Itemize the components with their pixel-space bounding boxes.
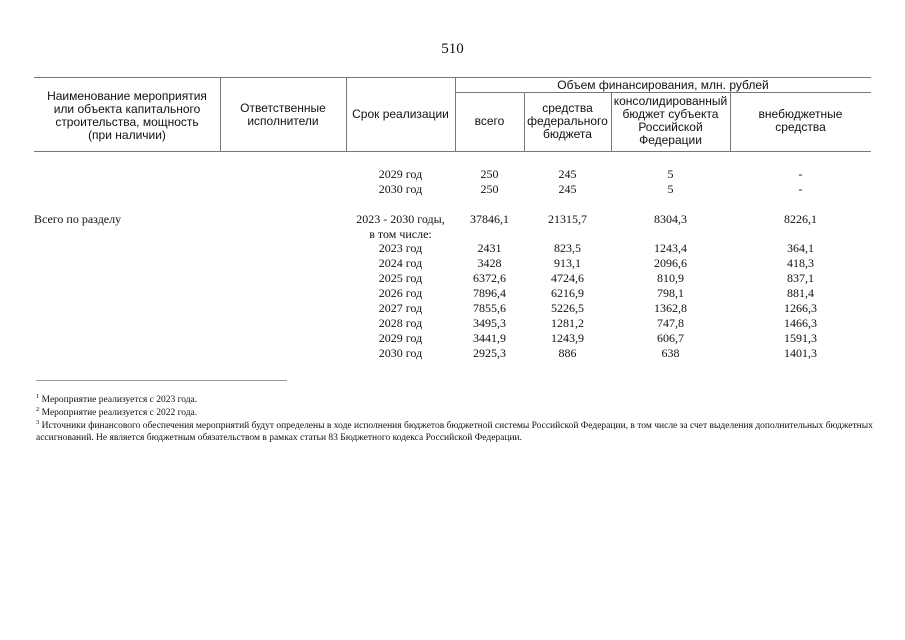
section-term-line2: в том числе: xyxy=(369,227,432,241)
row-term: 2030 год xyxy=(378,182,423,196)
row-total: 2925,3 xyxy=(473,346,506,360)
row-total: 3441,9 xyxy=(473,331,506,345)
row-federal: 5226,5 xyxy=(551,301,584,315)
section-federal: 21315,7 xyxy=(548,212,587,226)
header-responsible: Ответственные исполнители xyxy=(240,101,326,128)
row-extra: 1266,3 xyxy=(784,301,817,315)
row-regional: 798,1 xyxy=(657,286,684,300)
row-term: 2026 год xyxy=(378,286,423,300)
row-total: 2431 xyxy=(477,241,502,255)
row-extra: 1466,3 xyxy=(784,316,817,330)
section-total: 37846,1 xyxy=(470,212,509,226)
row-term: 2030 год xyxy=(378,346,423,360)
row-total: 250 xyxy=(480,167,499,181)
row-extra: 1401,3 xyxy=(784,346,817,360)
header-volume: Объем финансирования, млн. рублей xyxy=(557,78,769,92)
row-federal: 1281,2 xyxy=(551,316,584,330)
row-term: 2029 год xyxy=(378,167,423,181)
section-regional: 8304,3 xyxy=(654,212,687,226)
row-federal: 245 xyxy=(558,167,577,181)
header-regional: консолидированный бюджет субъекта Российской Федерации xyxy=(613,94,728,147)
row-regional: 1362,8 xyxy=(654,301,687,315)
row-regional: 747,8 xyxy=(657,316,684,330)
header-term: Срок реализации xyxy=(352,107,449,121)
row-extra: - xyxy=(798,167,803,181)
row-regional: 606,7 xyxy=(657,331,684,345)
row-term: 2023 год xyxy=(378,241,423,255)
row-term: 2025 год xyxy=(378,271,423,285)
row-term: 2029 год xyxy=(378,331,423,345)
page-number: 510 xyxy=(441,41,464,57)
volume-header-underline xyxy=(455,92,871,93)
header-bottom-border xyxy=(34,151,871,152)
header-total: всего xyxy=(474,114,505,128)
section-term-line1: 2023 - 2030 годы, xyxy=(356,212,445,226)
row-extra: 837,1 xyxy=(787,271,814,285)
header-federal: средства федерального бюджета xyxy=(527,101,608,141)
row-regional: 1243,4 xyxy=(654,241,687,255)
row-extra: 881,4 xyxy=(787,286,814,300)
row-federal: 886 xyxy=(558,346,577,360)
row-federal: 4724,6 xyxy=(551,271,584,285)
row-extra: 1591,3 xyxy=(784,331,817,345)
row-total: 3428 xyxy=(477,256,502,270)
row-extra: - xyxy=(798,182,803,196)
header-extra: внебюджетные средства xyxy=(758,107,843,134)
row-regional: 810,9 xyxy=(657,271,684,285)
header-name: Наименование мероприятия или объекта капитального строительства, мощность (при наличии) xyxy=(47,89,207,142)
row-extra: 418,3 xyxy=(787,256,814,270)
row-total: 7896,4 xyxy=(473,286,506,300)
row-federal: 913,1 xyxy=(554,256,581,270)
section-label: Всего по разделу xyxy=(34,212,122,226)
footnote: $^1$ Мероприятие реализуется с 2023 года. xyxy=(36,393,198,406)
row-federal: 245 xyxy=(558,182,577,196)
row-regional: 638 xyxy=(661,346,680,360)
row-extra: 364,1 xyxy=(787,241,814,255)
row-total: 3495,3 xyxy=(473,316,506,330)
row-term: 2027 год xyxy=(378,301,423,315)
section-extra: 8226,1 xyxy=(784,212,817,226)
row-term: 2024 год xyxy=(378,256,423,270)
footnote: $^2$ Мероприятие реализуется с 2022 года. xyxy=(36,406,198,419)
row-federal: 823,5 xyxy=(554,241,581,255)
footnote: $^3$ Источники финансового обеспечения мероприятий будут определены в ходе исполнения бюджетов бюджетной системы Российской Федерации, в том числе за счет выделения дополнительных бюджетных ассигнований. Не является бюджетным обязательством в рамках статьи 83 Бюджетного кодекса Российской Федерации. xyxy=(36,419,873,444)
footnote-separator xyxy=(36,380,287,381)
row-federal: 6216,9 xyxy=(551,286,584,300)
row-regional: 2096,6 xyxy=(654,256,687,270)
row-total: 6372,6 xyxy=(473,271,506,285)
row-regional: 5 xyxy=(667,167,674,181)
row-total: 7855,6 xyxy=(473,301,506,315)
row-total: 250 xyxy=(480,182,499,196)
row-regional: 5 xyxy=(667,182,674,196)
row-federal: 1243,9 xyxy=(551,331,584,345)
row-term: 2028 год xyxy=(378,316,423,330)
